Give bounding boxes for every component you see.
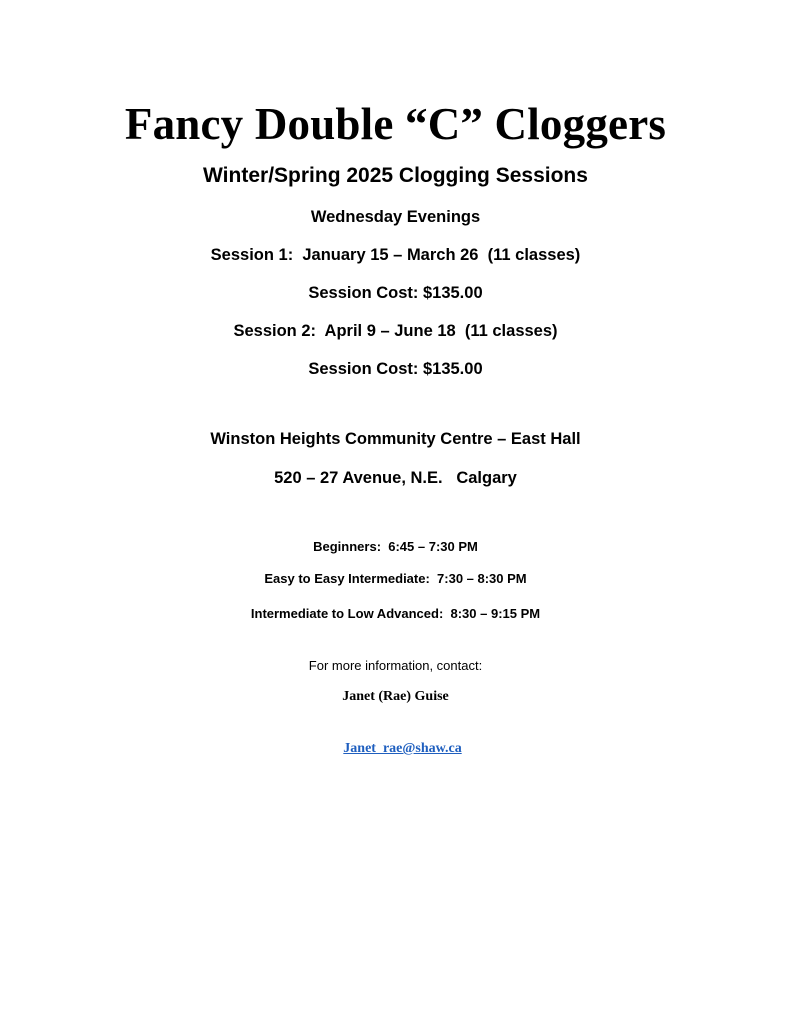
contact-label: For more information, contact: [308,658,483,673]
session-2-cost: Session Cost: $135.00 [308,360,483,378]
contact-email-line [0,719,791,779]
schedule-intermediate-advanced: Intermediate to Low Advanced: 8:30 – 9:15 PM [250,606,541,621]
venue-address: 520 – 27 Avenue, N.E. Calgary [274,469,517,487]
schedule-easy-intermediate: Easy to Easy Intermediate: 7:30 – 8:30 PM [264,571,527,586]
contact-email-link[interactable]: Janet_rae@shaw.ca [343,741,462,756]
season-subtitle: Winter/Spring 2025 Clogging Sessions [203,164,588,187]
session-2-dates: Session 2: April 9 – June 18 (11 classes) [233,322,558,340]
schedule-beginners: Beginners: 6:45 – 7:30 PM [313,539,478,554]
session-1-cost: Session Cost: $135.00 [308,284,483,302]
page-title: Fancy Double “C” Cloggers [124,99,667,149]
session-1-dates: Session 1: January 15 – March 26 (11 classes) [210,246,581,264]
contact-name: Janet (Rae) Guise [342,689,449,704]
class-day: Wednesday Evenings [310,208,481,226]
venue-name: Winston Heights Community Centre – East Hall [210,430,581,448]
